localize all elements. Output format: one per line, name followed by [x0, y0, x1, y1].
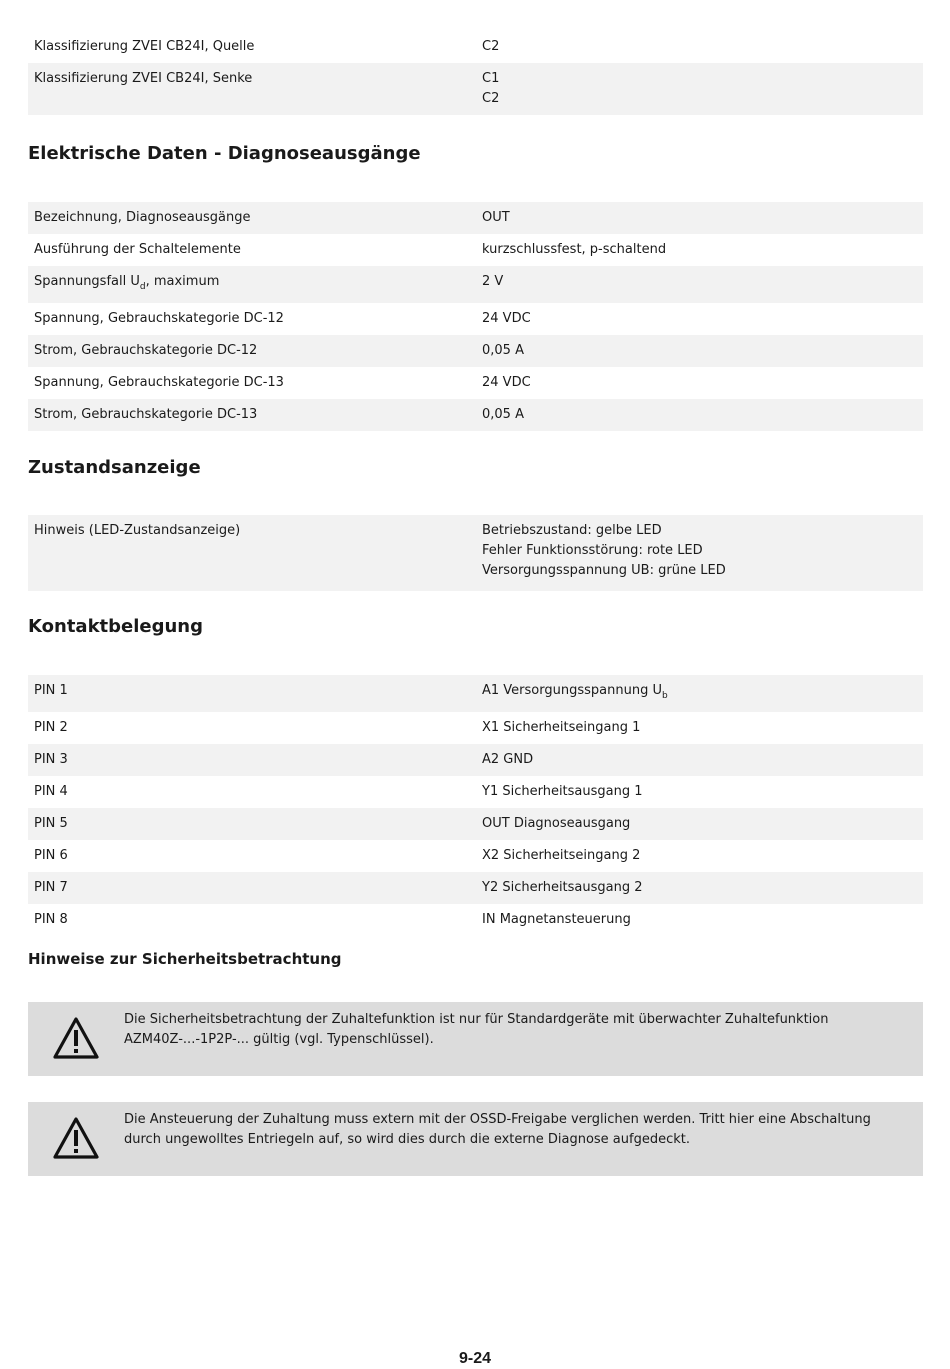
row-key: PIN 8 [34, 912, 68, 927]
warning-box [28, 1002, 923, 1076]
table-row [28, 840, 923, 872]
table-row [28, 399, 923, 431]
table-row [28, 303, 923, 335]
row-value: 0,05 A [482, 407, 524, 422]
warning-text: Die Sicherheitsbetrachtung der Zuhaltefunktion ist nur für Standardgeräte mit überwachter Zuhaltefunktion AZM40Z-...-1P2P-... gültig (vgl. Typenschlüssel). [124, 1012, 829, 1047]
row-key: Bezeichnung, Diagnoseausgänge [34, 210, 251, 225]
status-table [28, 515, 923, 591]
row-value: C2 [482, 39, 500, 54]
row-value: kurzschlussfest, p-schaltend [482, 242, 667, 257]
classification-table [28, 31, 923, 115]
table-row [28, 515, 923, 591]
row-key: PIN 7 [34, 880, 68, 895]
row-key: PIN 2 [34, 720, 68, 735]
row-value [476, 675, 923, 712]
row-key: Strom, Gebrauchskategorie DC-12 [34, 343, 258, 358]
section-title-diagnose: Elektrische Daten - Diagnoseausgänge [28, 143, 421, 164]
value-text: A1 Versorgungsspannung U [482, 683, 662, 698]
row-key [28, 266, 476, 303]
row-key: Strom, Gebrauchskategorie DC-13 [34, 407, 258, 422]
table-row [28, 367, 923, 399]
table-row [28, 776, 923, 808]
row-value: IN Magnetansteuerung [482, 912, 631, 927]
section-title-safety: Hinweise zur Sicherheitsbetrachtung [28, 950, 342, 968]
row-key: Ausführung der Schaltelemente [34, 242, 241, 257]
key-text: , maximum [145, 274, 220, 289]
row-value: Y1 Sicherheitsausgang 1 [482, 784, 643, 799]
table-row [28, 675, 923, 712]
warning-box [28, 1102, 923, 1176]
table-row [28, 335, 923, 367]
row-value: X2 Sicherheitseingang 2 [482, 848, 641, 863]
diagnose-table [28, 202, 923, 431]
value-line: C1 [482, 71, 500, 86]
row-key: Klassifizierung ZVEI CB24I, Senke [34, 71, 253, 86]
row-key: PIN 6 [34, 848, 68, 863]
row-value: 2 V [482, 274, 504, 289]
pin-table [28, 675, 923, 936]
row-value: Y2 Sicherheitsausgang 2 [482, 880, 643, 895]
row-value: 24 VDC [482, 375, 531, 390]
value-line: Betriebszustand: gelbe LED [482, 523, 662, 538]
row-key: PIN 4 [34, 784, 68, 799]
table-row [28, 31, 923, 63]
warning-triangle-icon [52, 1116, 100, 1160]
table-row [28, 234, 923, 266]
row-key: PIN 5 [34, 816, 68, 831]
table-row [28, 872, 923, 904]
row-key: Spannung, Gebrauchskategorie DC-13 [34, 375, 284, 390]
value-line: Fehler Funktionsstörung: rote LED [482, 543, 703, 558]
table-row [28, 744, 923, 776]
value-line: Versorgungsspannung UB: grüne LED [482, 563, 726, 578]
warning-triangle-icon [52, 1016, 100, 1060]
row-value: A2 GND [482, 752, 534, 767]
table-row [28, 202, 923, 234]
table-row [28, 63, 923, 115]
key-text: Spannungsfall U [34, 274, 140, 289]
row-key: Hinweis (LED-Zustandsanzeige) [34, 523, 241, 538]
section-title-pins: Kontaktbelegung [28, 616, 204, 637]
key-subscript: d [139, 282, 146, 292]
table-row [28, 266, 923, 303]
row-key: PIN 1 [34, 683, 68, 698]
section-title-status: Zustandsanzeige [28, 457, 201, 478]
row-key: Klassifizierung ZVEI CB24I, Quelle [34, 39, 255, 54]
row-value: X1 Sicherheitseingang 1 [482, 720, 641, 735]
warning-text: Die Ansteuerung der Zuhaltung muss extern mit der OSSD-Freigabe verglichen werden. Tritt hier eine Abschaltung durch ungewolltes Entriegeln auf, so wird dies durch die externe Diagnose aufgedeckt. [124, 1112, 871, 1147]
table-row [28, 712, 923, 744]
table-row [28, 808, 923, 840]
row-value: 0,05 A [482, 343, 524, 358]
row-value: 24 VDC [482, 311, 531, 326]
row-key: PIN 3 [34, 752, 68, 767]
value-line: C2 [482, 91, 500, 106]
row-key: Spannung, Gebrauchskategorie DC-12 [34, 311, 284, 326]
row-value [476, 63, 923, 115]
row-value: OUT [482, 210, 510, 225]
value-subscript: b [661, 691, 668, 701]
row-value: OUT Diagnoseausgang [482, 816, 631, 831]
table-row [28, 904, 923, 936]
page-number: 9-24 [458, 1350, 492, 1367]
row-value [476, 515, 923, 587]
